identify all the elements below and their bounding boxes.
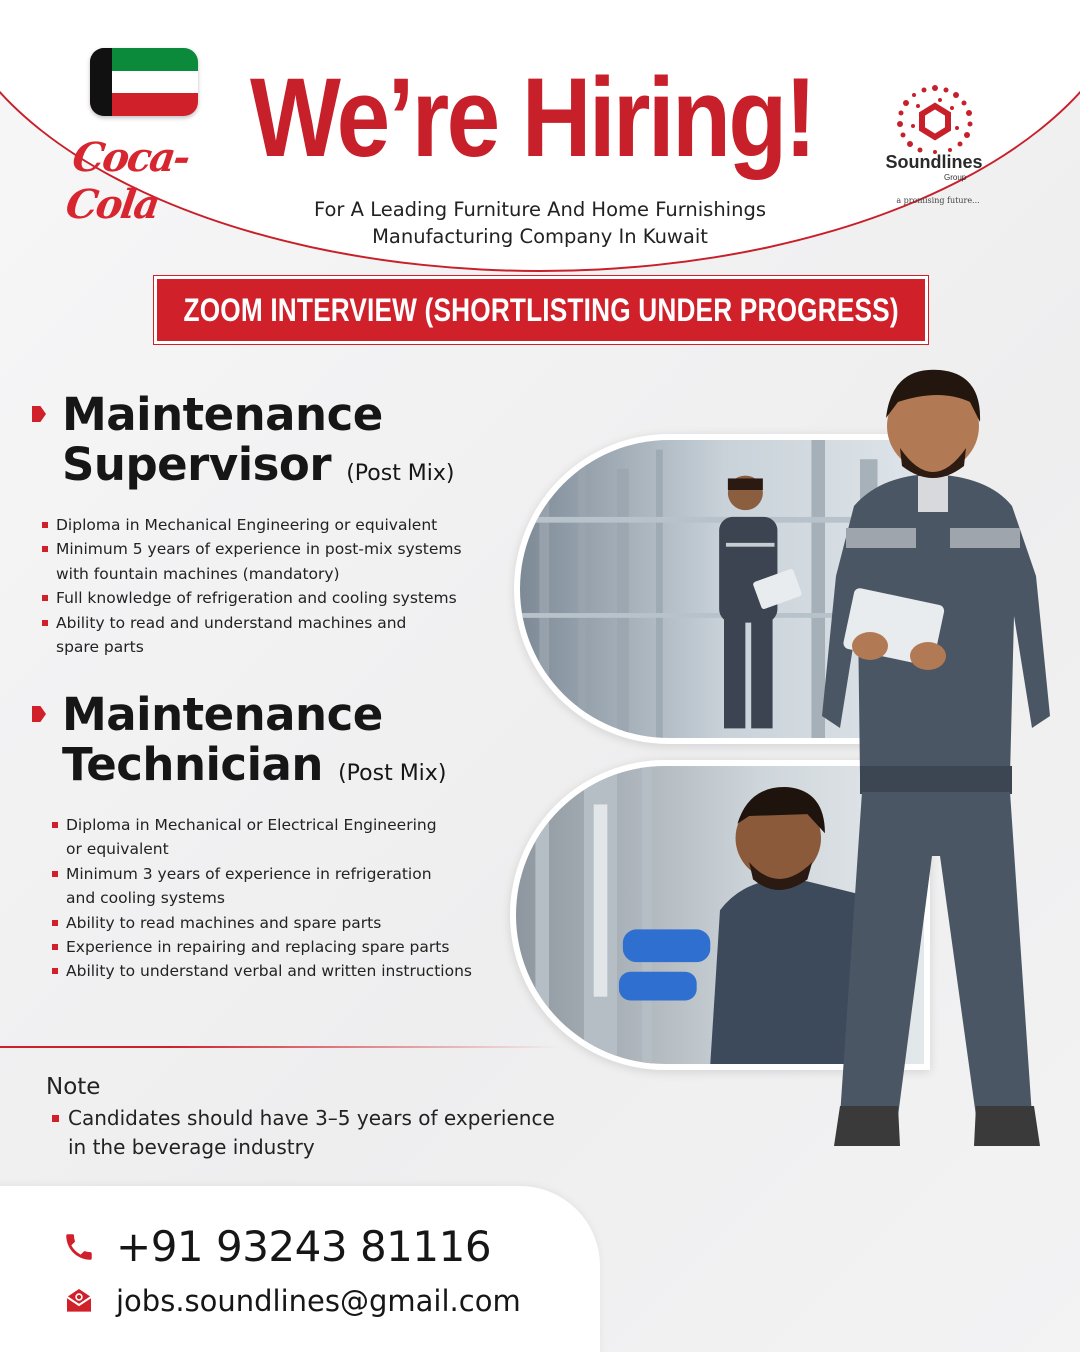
note-line: Candidates should have 3–5 years of experience — [68, 1106, 555, 1130]
list-item: Diploma in Mechanical Engineering or equivalent — [42, 513, 512, 537]
note-section — [46, 1072, 646, 1162]
agency-name: Soundlines — [885, 152, 983, 172]
requirements-list — [32, 813, 512, 984]
requirements-list — [32, 513, 512, 659]
list-item: Full knowledge of refrigeration and cooling systems — [42, 586, 512, 610]
job-title — [32, 690, 512, 799]
agency-group: Group — [944, 173, 967, 182]
list-item: Experience in repairing and replacing spare parts — [52, 935, 512, 959]
list-item-continuation: with fountain machines (mandatory) — [56, 564, 340, 583]
subtitle-line: For A Leading Furniture And Home Furnishings — [313, 198, 766, 221]
job-qualifier: (Post Mix) — [338, 761, 447, 786]
phone-icon — [60, 1228, 98, 1266]
list-item — [52, 1104, 646, 1162]
kuwait-flag-icon — [90, 48, 198, 116]
list-item: Ability to understand verbal and written instructions — [52, 959, 512, 983]
interview-banner — [154, 276, 928, 344]
job-supervisor — [32, 390, 512, 659]
note-title: Note — [46, 1074, 101, 1100]
arrow-bullet-icon — [32, 706, 46, 722]
list-item: Ability to read machines and spare parts — [52, 911, 512, 935]
job-title-role: Supervisor — [62, 438, 332, 491]
soundlines-logo-icon — [880, 52, 990, 212]
banner-text: ZOOM INTERVIEW (SHORTLISTING UNDER PROGRESS) — [183, 291, 899, 328]
phone-number[interactable]: +91 93243 81116 — [116, 1222, 492, 1271]
email-address[interactable]: jobs.soundlines@gmail.com — [116, 1284, 521, 1318]
arrow-bullet-icon — [32, 406, 46, 422]
email-row[interactable] — [60, 1282, 521, 1320]
subtitle-line: Manufacturing Company In Kuwait — [372, 225, 708, 248]
job-title-line1: Maintenance — [62, 688, 383, 741]
list-item: Ability to read and understand machines and — [42, 611, 512, 635]
agency-tagline: a promising future... — [896, 196, 980, 205]
phone-row[interactable] — [60, 1222, 491, 1271]
list-item: Diploma in Mechanical or Electrical Engineering — [52, 813, 512, 837]
list-item-continuation: spare parts — [56, 638, 144, 657]
list-item-continuation: or equivalent — [66, 840, 169, 859]
job-technician — [32, 690, 512, 984]
note-line: in the beverage industry — [68, 1135, 315, 1159]
coca-cola-logo: Coca-Cola — [63, 134, 192, 228]
list-item-continuation: and cooling systems — [66, 889, 225, 908]
list-item: Minimum 5 years of experience in post-mix systems — [42, 537, 512, 561]
page-title: We’re Hiring! — [250, 55, 815, 180]
job-title-line1: Maintenance — [62, 388, 383, 441]
job-title-line2 — [62, 440, 512, 499]
email-icon — [60, 1282, 98, 1320]
contact-panel — [0, 1186, 600, 1352]
job-title-role: Technician — [62, 738, 323, 791]
section-divider — [0, 1046, 560, 1048]
job-title — [32, 390, 512, 499]
list-item: Minimum 3 years of experience in refrigeration — [52, 862, 512, 886]
worker-figure — [800, 356, 1072, 1156]
job-title-line2 — [62, 740, 512, 799]
page-subtitle — [230, 196, 850, 250]
note-list — [46, 1104, 646, 1162]
job-qualifier: (Post Mix) — [346, 461, 455, 486]
